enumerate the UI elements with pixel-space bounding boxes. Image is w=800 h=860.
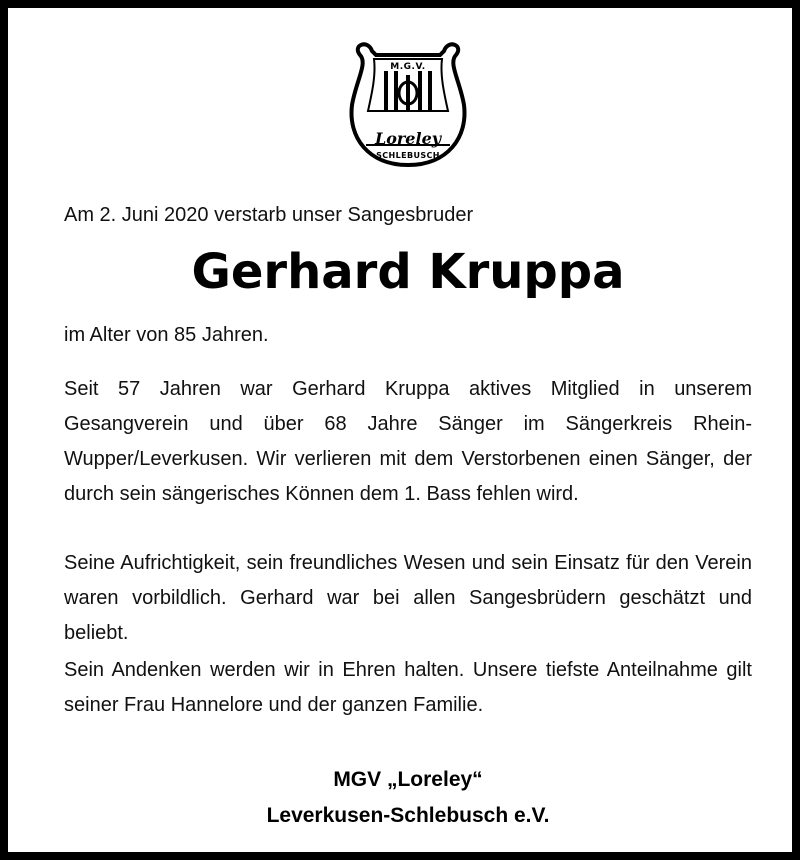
signature-club-location: Leverkusen-Schlebusch e.V.	[266, 804, 550, 827]
club-logo	[348, 41, 468, 173]
age-line: im Alter von 85 Jahren.	[64, 324, 269, 346]
paragraph-membership: Seit 57 Jahren war Gerhard Kruppa aktives Mitglied in unserem Gesangverein und über 68 Jahre Sänger im Sängerkreis Rhein-Wupper/Leverkusen. Wir verlieren mit dem Verstorbenen einen Sänger, der durch sein sängerisches Können dem 1. Bass fehlen wird.	[64, 378, 752, 505]
paragraph-condolence: Sein Andenken werden wir in Ehren halten. Unsere tiefste Anteilnahme gilt seiner Frau Hannelore und der ganzen Familie.	[64, 659, 752, 716]
deceased-name: Gerhard Kruppa	[191, 244, 625, 300]
logo-place-name: SCHLEBUSCH	[376, 151, 440, 160]
logo-club-name: Loreley	[374, 129, 442, 148]
paragraph-character: Seine Aufrichtigkeit, sein freundliches Wesen und sein Einsatz für den Verein waren vorbildlich. Gerhard war bei allen Sangesbrüdern geschätzt und beliebt.	[64, 552, 752, 644]
signature-club-name: MGV „Loreley“	[333, 768, 483, 791]
logo-abbreviation: M.G.V.	[390, 62, 426, 72]
intro-line: Am 2. Juni 2020 verstarb unser Sangesbruder	[64, 204, 474, 226]
